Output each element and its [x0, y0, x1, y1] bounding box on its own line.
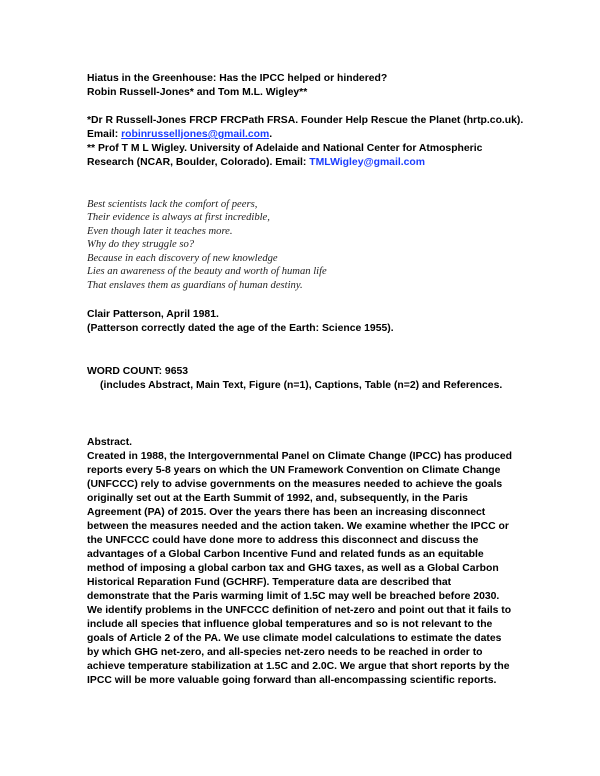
poem-line: Even though later it teaches more.	[87, 226, 233, 237]
abstract-line: Historical Reparation Fund (GCHRF). Temperature data are described that	[87, 577, 452, 588]
abstract-line: reports every 5-8 years on which the UN Framework Convention on Climate Change	[87, 465, 501, 476]
affiliation-2-line2: Research (NCAR, Boulder, Colorado). Email:	[87, 157, 310, 168]
abstract-line: include all species that influence global temperatures and so is not relevant to the	[87, 619, 493, 630]
poem-line: That enslaves them as guardians of human destiny.	[87, 280, 303, 291]
abstract-line: goals of Article 2 of the PA. We use climate model calculations to estimate the dates	[87, 633, 502, 644]
affiliation-1-email-line	[87, 128, 272, 141]
abstract-line: We identify problems in the UNFCCC definition of net-zero and point out that it fails to	[87, 605, 512, 616]
abstract-line: IPCC will be more valuable going forward than all-encompassing scientific reports.	[87, 675, 497, 686]
abstract-line: the UNFCCC could have done more to address this disconnect and discuss the	[87, 535, 479, 546]
email-link-russell-jones[interactable]: robinrusselljones@gmail.com	[121, 129, 270, 140]
abstract-line: achieve temperature stabilization at 1.5C and 2.0C. We argue that short reports by the	[87, 661, 510, 672]
abstract-line: advantages of a Global Carbon Incentive Fund and related funds as an equitable	[87, 549, 484, 560]
paper-title: Hiatus in the Greenhouse: Has the IPCC helped or hindered?	[87, 73, 388, 84]
abstract-line: method of imposing a global carbon tax and GHG taxes, as well as a Global Carbon	[87, 563, 499, 574]
abstract-line: between the measures needed and the action taken. We examine whether the IPCC or	[87, 521, 509, 532]
poem-line: Because in each discovery of new knowledge	[87, 253, 278, 264]
abstract-heading: Abstract.	[87, 437, 133, 448]
affiliation-2-email-line	[87, 156, 425, 169]
abstract-line: (UNFCCC) rely to advise governments on the measures needed to achieve the goals	[87, 479, 503, 490]
abstract-line: Created in 1988, the Intergovernmental Panel on Climate Change (IPCC) has produced	[87, 451, 512, 462]
poem-line: Their evidence is always at first incredible,	[87, 212, 270, 223]
word-count: WORD COUNT: 9653	[87, 366, 189, 377]
poem-line: Best scientists lack the comfort of peers,	[87, 199, 258, 210]
email-label: Email:	[87, 129, 122, 140]
poem-attribution: Clair Patterson, April 1981.	[87, 309, 219, 320]
abstract-line: Agreement (PA) of 2015. Over the years there has been an increasing disconnect	[87, 507, 486, 518]
paper-authors: Robin Russell-Jones* and Tom M.L. Wigley**	[87, 87, 308, 98]
email-link-wigley[interactable]: TMLWigley@gmail.com	[309, 157, 425, 168]
affiliation-2: ** Prof T M L Wigley. University of Adelaide and National Center for Atmospheric	[87, 143, 483, 154]
poem-line: Why do they struggle so?	[87, 239, 195, 250]
affiliation-1: *Dr R Russell-Jones FRCP FRCPath FRSA. Founder Help Rescue the Planet (hrtp.co.uk).	[87, 115, 524, 126]
email-end: .	[269, 129, 273, 140]
poem-note: (Patterson correctly dated the age of the Earth: Science 1955).	[87, 323, 394, 334]
abstract-line: by which GHG net-zero, and all-species net-zero needs to be reached in order to	[87, 647, 483, 658]
word-count-detail: (includes Abstract, Main Text, Figure (n=1), Captions, Table (n=2) and References.	[100, 380, 503, 391]
abstract-line: originally set out at the Earth Summit of 1992, and, subsequently, in the Paris	[87, 493, 468, 504]
poem-line: Lies an awareness of the beauty and worth of human life	[87, 266, 327, 277]
abstract-line: demonstrate that the Paris warming limit of 1.5C may well be breached before 2030.	[87, 591, 500, 602]
